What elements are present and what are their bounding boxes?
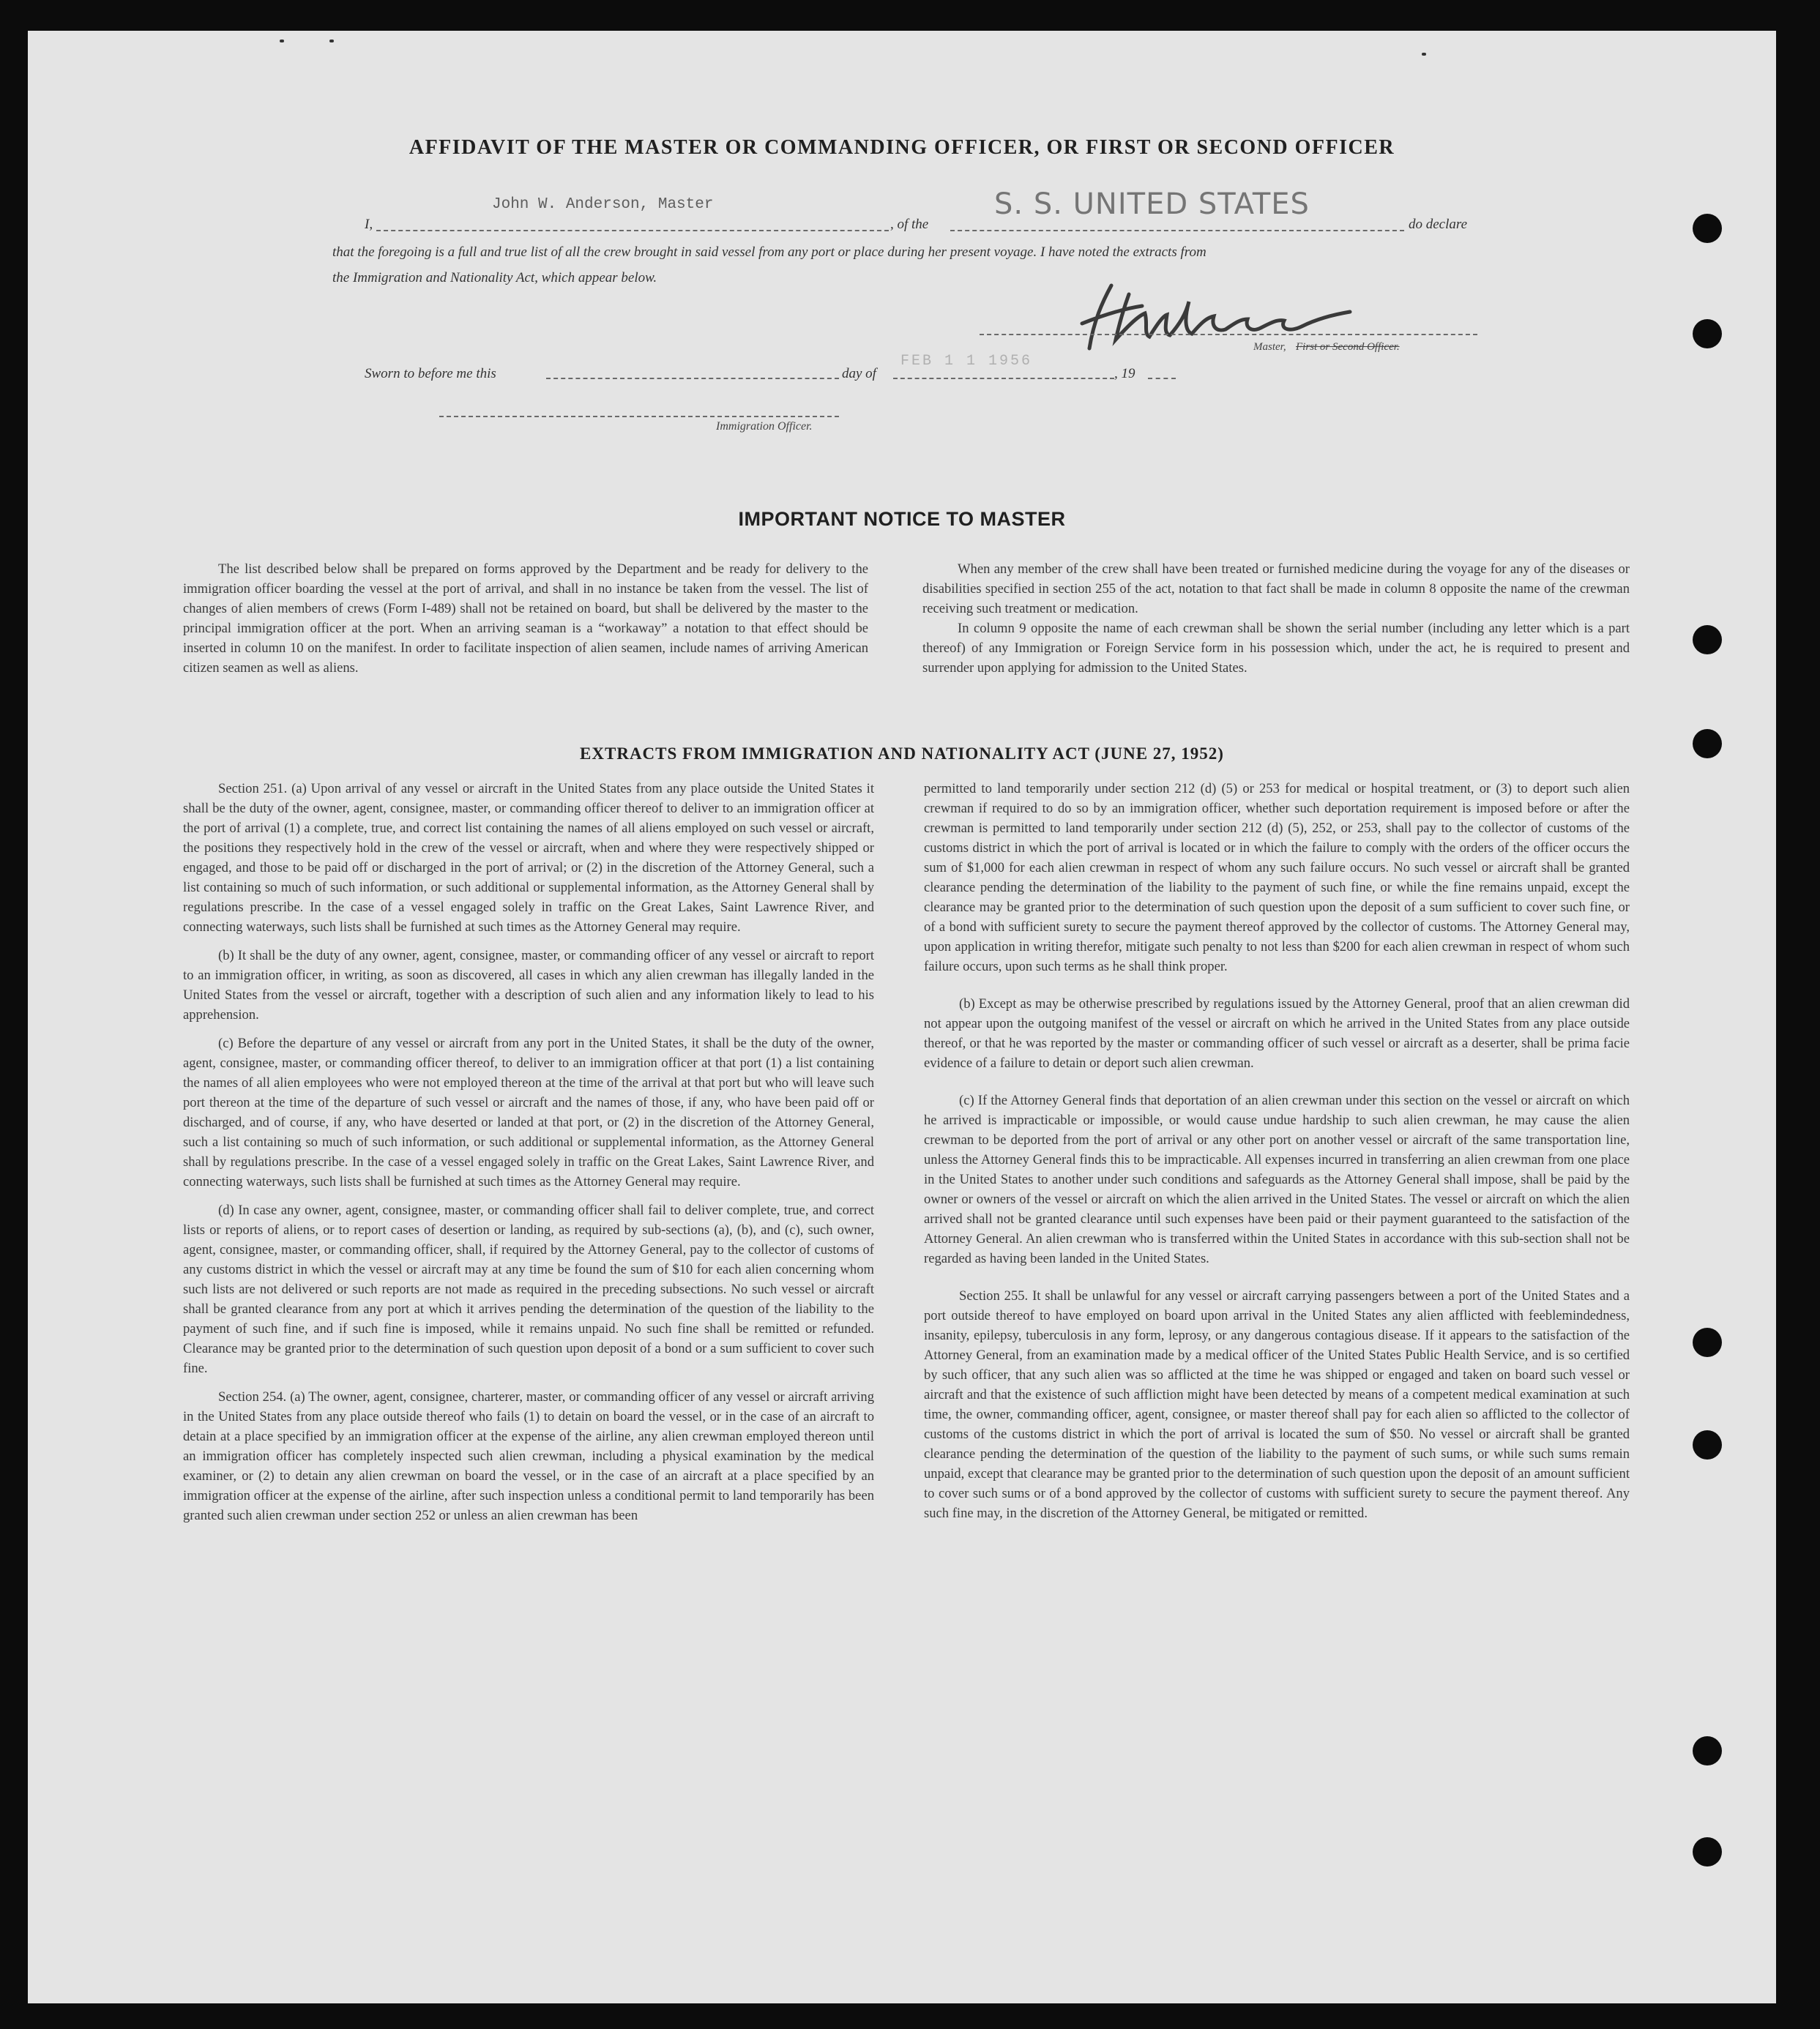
vessel-name: S. S. UNITED STATES [994, 187, 1310, 221]
affidavit-title: AFFIDAVIT OF THE MASTER OR COMMANDING OFFICER, OR FIRST OR SECOND OFFICER [409, 136, 1395, 159]
notice-paragraph: In column 9 opposite the name of each crewman shall be shown the serial number (including any letter which is a part thereof) of any Immigration or Foreign Service form in his possession which, under the act, he is required to present and surrender upon applying for admission to the United States. [922, 621, 1630, 676]
sworn-day-line [546, 378, 839, 379]
speck [280, 40, 284, 42]
section-254-b: (b) Except as may be otherwise prescribed by regulations issued by the Attorney General, proof that an alien crewman did not appear upon the outgoing manifest of the vessel or aircraft on which he arrived in the United States from any place outside thereof, or that he was reported by the master or commanding officer of such vessel or aircraft as a deserter, shall be prima facie evidence of a failure to detain or deport such alien crewman. [924, 996, 1630, 1071]
speck [1422, 53, 1426, 56]
notice-title: IMPORTANT NOTICE TO MASTER [738, 508, 1066, 530]
day-of-label: day of [842, 366, 876, 381]
month-line [893, 378, 1114, 379]
vessel-line [950, 230, 1404, 231]
affidavit-statement: that the foregoing is a full and true list of all the crew brought in said vessel from any port or place during her present voyage. I have noted the extracts from [332, 244, 1207, 260]
of-the-label: , of the [890, 217, 929, 232]
typed-name: John W. Anderson, Master [492, 196, 714, 213]
officer-line [439, 416, 839, 417]
section-254-a: Section 254. (a) The owner, agent, consignee, charterer, master, or commanding officer of any vessel or aircraft arriving in the United States from any place outside thereof who fails (1) to detain on board the vessel, or in the case of an aircraft to detain at a place specified by an immigration officer at the expense of the airline, any alien crewman employed thereon until an immigration officer has completely inspected such alien crewman, including a physical examination by the medical examiner, or (2) to detain any alien crewman on board the vessel, or in the case of an aircraft at a place specified by an immigration officer at the expense of the airline, after such inspection unless a conditional permit to land temporarily has been granted such alien crewman under section 252 or unless an alien crewman has been [183, 1389, 874, 1523]
master-label: Master, [1253, 341, 1286, 353]
i-label: I, [365, 217, 373, 232]
punch-hole [1693, 1736, 1722, 1765]
extracts-left-column [183, 779, 874, 1525]
punch-hole [1693, 625, 1722, 654]
document-page [28, 31, 1776, 2003]
notice-right-column [922, 559, 1630, 678]
section-251-d: (d) In case any owner, agent, consignee, master, or commanding officer shall fail to deliver complete, true, and correct lists or reports of aliens, or to report cases of desertion or landing, as required by sub-sections (a), (b), and (c), such owner, agent, consignee, master, or commanding officer, shall, if required by the Attorney General, pay to the collector of customs of any customs district in which the vessel or aircraft may at any time be found the sum of $10 for each alien concerning whom such lists are not delivered or such reports are not made as required in the preceding subsections. No such vessel or aircraft shall be granted clearance from any port at which it arrives pending the determination of the question of the liability to the payment of such fine, and if such fine is imposed, while it remains unpaid. No such fine shall be remitted or refunded. Clearance may be granted prior to the determination of such question upon deposit of a bond or a sum sufficient to cover such fine. [183, 1203, 874, 1376]
section-254-a-cont: permitted to land temporarily under section 212 (d) (5) or 253 for medical or hospital treatment, or (3) to deport such alien crewman if required to do so by an immigration officer, whether such deportation requirement is imposed before or after the crewman is permitted to land temporarily under section 212 (d) (5), 252, or 253, shall pay to the collector of customs of the customs district in which the port of arrival is located or in which the failure to comply with the orders of the officer occurs the sum of $1,000 for each alien crewman in respect of whom any such failure occurs. No such vessel or aircraft shall be granted clearance pending the determination of the liability to the payment of such fine, or while the fine remains unpaid, except the clearance may be granted prior to the determination of such question upon the deposit of a sum sufficient to cover such fine, or of a bond with sufficient surety to secure the payment thereof approved by the collector of customs. The Attorney General may, upon application in writing therefor, mitigate such penalty to not less than $200 for each alien crewman in respect of whom such failure occurs, upon such terms as he shall think proper. [924, 781, 1630, 974]
affidavit-statement-2: the Immigration and Nationality Act, which appear below. [332, 270, 657, 285]
punch-hole [1693, 1328, 1722, 1357]
year-label: , 19 [1114, 366, 1135, 381]
signature-line [980, 334, 1477, 335]
notice-paragraph: The list described below shall be prepared on forms approved by the Department and be ready for delivery to the immigration officer boarding the vessel at the port of arrival, and shall in no instance be taken from the vessel. The list of changes of alien members of crews (Form I-489) shall not be retained on board, but shall be delivered by the master to the principal immigration officer at the port. When an arriving seaman is a “workaway” a notation to that effect should be inserted in column 10 on the manifest. In order to facilitate inspection of alien seamen, include names of arriving American citizen seamen as well as aliens. [183, 561, 868, 676]
punch-hole [1693, 1430, 1722, 1460]
extracts-title: EXTRACTS FROM IMMIGRATION AND NATIONALITY ACT (JUNE 27, 1952) [580, 744, 1224, 763]
punch-hole [1693, 319, 1722, 348]
notice-paragraph: When any member of the crew shall have been treated or furnished medicine during the voyage for any of the diseases or disabilities specified in section 255 of the act, notation to that fact shall be made in column 8 opposite the name of the crewman receiving such treatment or medication. [922, 561, 1630, 616]
name-line [376, 230, 889, 231]
punch-hole [1693, 214, 1722, 243]
section-251-c: (c) Before the departure of any vessel or aircraft from any port in the United States, it shall be the duty of the owner, agent, consignee, master, or commanding officer thereof, to deliver to an immigration officer at that port (1) a list containing the names of all alien employees who were not employed thereon at the time of the arrival at that port but who will leave such port thereon at the time of the departure of such vessel or aircraft and the names of those, if any, who have been paid off or discharged, and of course, if any, who have deserted or landed at that port, or (2) in the discretion of the Attorney General, such a list containing so much of such information, or such additional or supplemental information, as the Attorney General shall by regulations prescribe. In the case of a vessel engaged solely in traffic on the Great Lakes, Saint Lawrence River, and connecting waterways, such lists shall be furnished at such times as the Attorney General may require. [183, 1036, 874, 1189]
struck-officer-label: First or Second Officer. [1296, 341, 1400, 353]
immigration-officer-label: Immigration Officer. [716, 420, 813, 433]
section-255: Section 255. It shall be unlawful for any vessel or aircraft carrying passengers between a port of the United States and a port outside thereof to have employed on board upon arrival in the United States any alien afflicted with feeblemindedness, insanity, epilepsy, tuberculosis in any form, leprosy, or any dangerous contagious disease. If it appears to the satisfaction of the Attorney General, from an examination made by a medical officer of the United States Public Health Service, and is so certified by such officer, that any such alien was so afflicted at the time he was shipped or engaged and taken on board such vessel or aircraft and that the existence of such affliction might have been detected by means of a competent medical examination at such time, the owner, commanding officer, agent, consignee, or master thereof shall pay for each alien so afflicted to the collector of customs of the customs district in which the port of arrival is located the sum of $50. No vessel or aircraft shall be granted clearance pending the determination of the question of the liability to the payment of such sums, or while such sums remain unpaid, except that clearance may be granted prior to the determination of such question upon the deposit of an amount sufficient to cover such sums or of a bond approved by the collector of customs with sufficient surety to secure the payment thereof. Any such fine may, in the discretion of the Attorney General, be mitigated or remitted. [924, 1288, 1630, 1521]
date-stamp: FEB 1 1 1956 [900, 353, 1033, 370]
year-line [1148, 378, 1176, 379]
do-declare-label: do declare [1409, 217, 1468, 232]
section-251-a: Section 251. (a) Upon arrival of any vessel or aircraft in the United States from any place outside the United States it shall be the duty of the owner, agent, consignee, master, or commanding officer thereof to deliver to an immigration officer at the port of arrival (1) a complete, true, and correct list containing the names of all aliens employed on such vessel or aircraft, the positions they respectively hold in the crew of the vessel or aircraft, when and where they were respectively shipped or engaged, and those to be paid off or discharged in the port of arrival; or (2) in the discretion of the Attorney General, such a list containing so much of such information, or such additional or supplemental information, as the Attorney General shall by regulations prescribe. In the case of a vessel engaged solely in traffic on the Great Lakes, Saint Lawrence River, and connecting waterways, such lists shall be furnished at such times as the Attorney General may require. [183, 781, 874, 935]
notice-left-column [183, 559, 868, 678]
section-254-c: (c) If the Attorney General finds that deportation of an alien crewman under this section on the vessel or aircraft on which he arrived is impracticable or impossible, or would cause undue hardship to such alien crewman, he may cause the alien crewman to be deported from the port of arrival or any other port on another vessel or aircraft of the same transportation line, unless the Attorney General finds this to be impracticable. All expenses incurred in transferring an alien crewman from one place in the United States to another under such conditions and safeguards as the Attorney General shall impose, shall be paid by the owner or owners of the vessel or aircraft on which the alien arrived in the United States. The vessel or aircraft on which the alien arrived shall not be granted clearance until such expenses have been paid or their payment guaranteed to the satisfaction of the Attorney General. An alien crewman who is transferred within the United States in accordance with this sub-section shall not be regarded as having been landed in the United States. [924, 1093, 1630, 1266]
speck [329, 40, 334, 42]
extracts-right-column [924, 779, 1630, 1523]
punch-hole [1693, 1837, 1722, 1867]
section-251-b: (b) It shall be the duty of any owner, agent, consignee, master, or commanding officer of any vessel or aircraft to report to an immigration officer, in writing, as soon as discovered, all cases in which any alien crewman has illegally landed in the United States from the vessel or aircraft, together with a description of such alien and any information likely to lead to his apprehension. [183, 948, 874, 1023]
sworn-label: Sworn to before me this [365, 366, 496, 381]
